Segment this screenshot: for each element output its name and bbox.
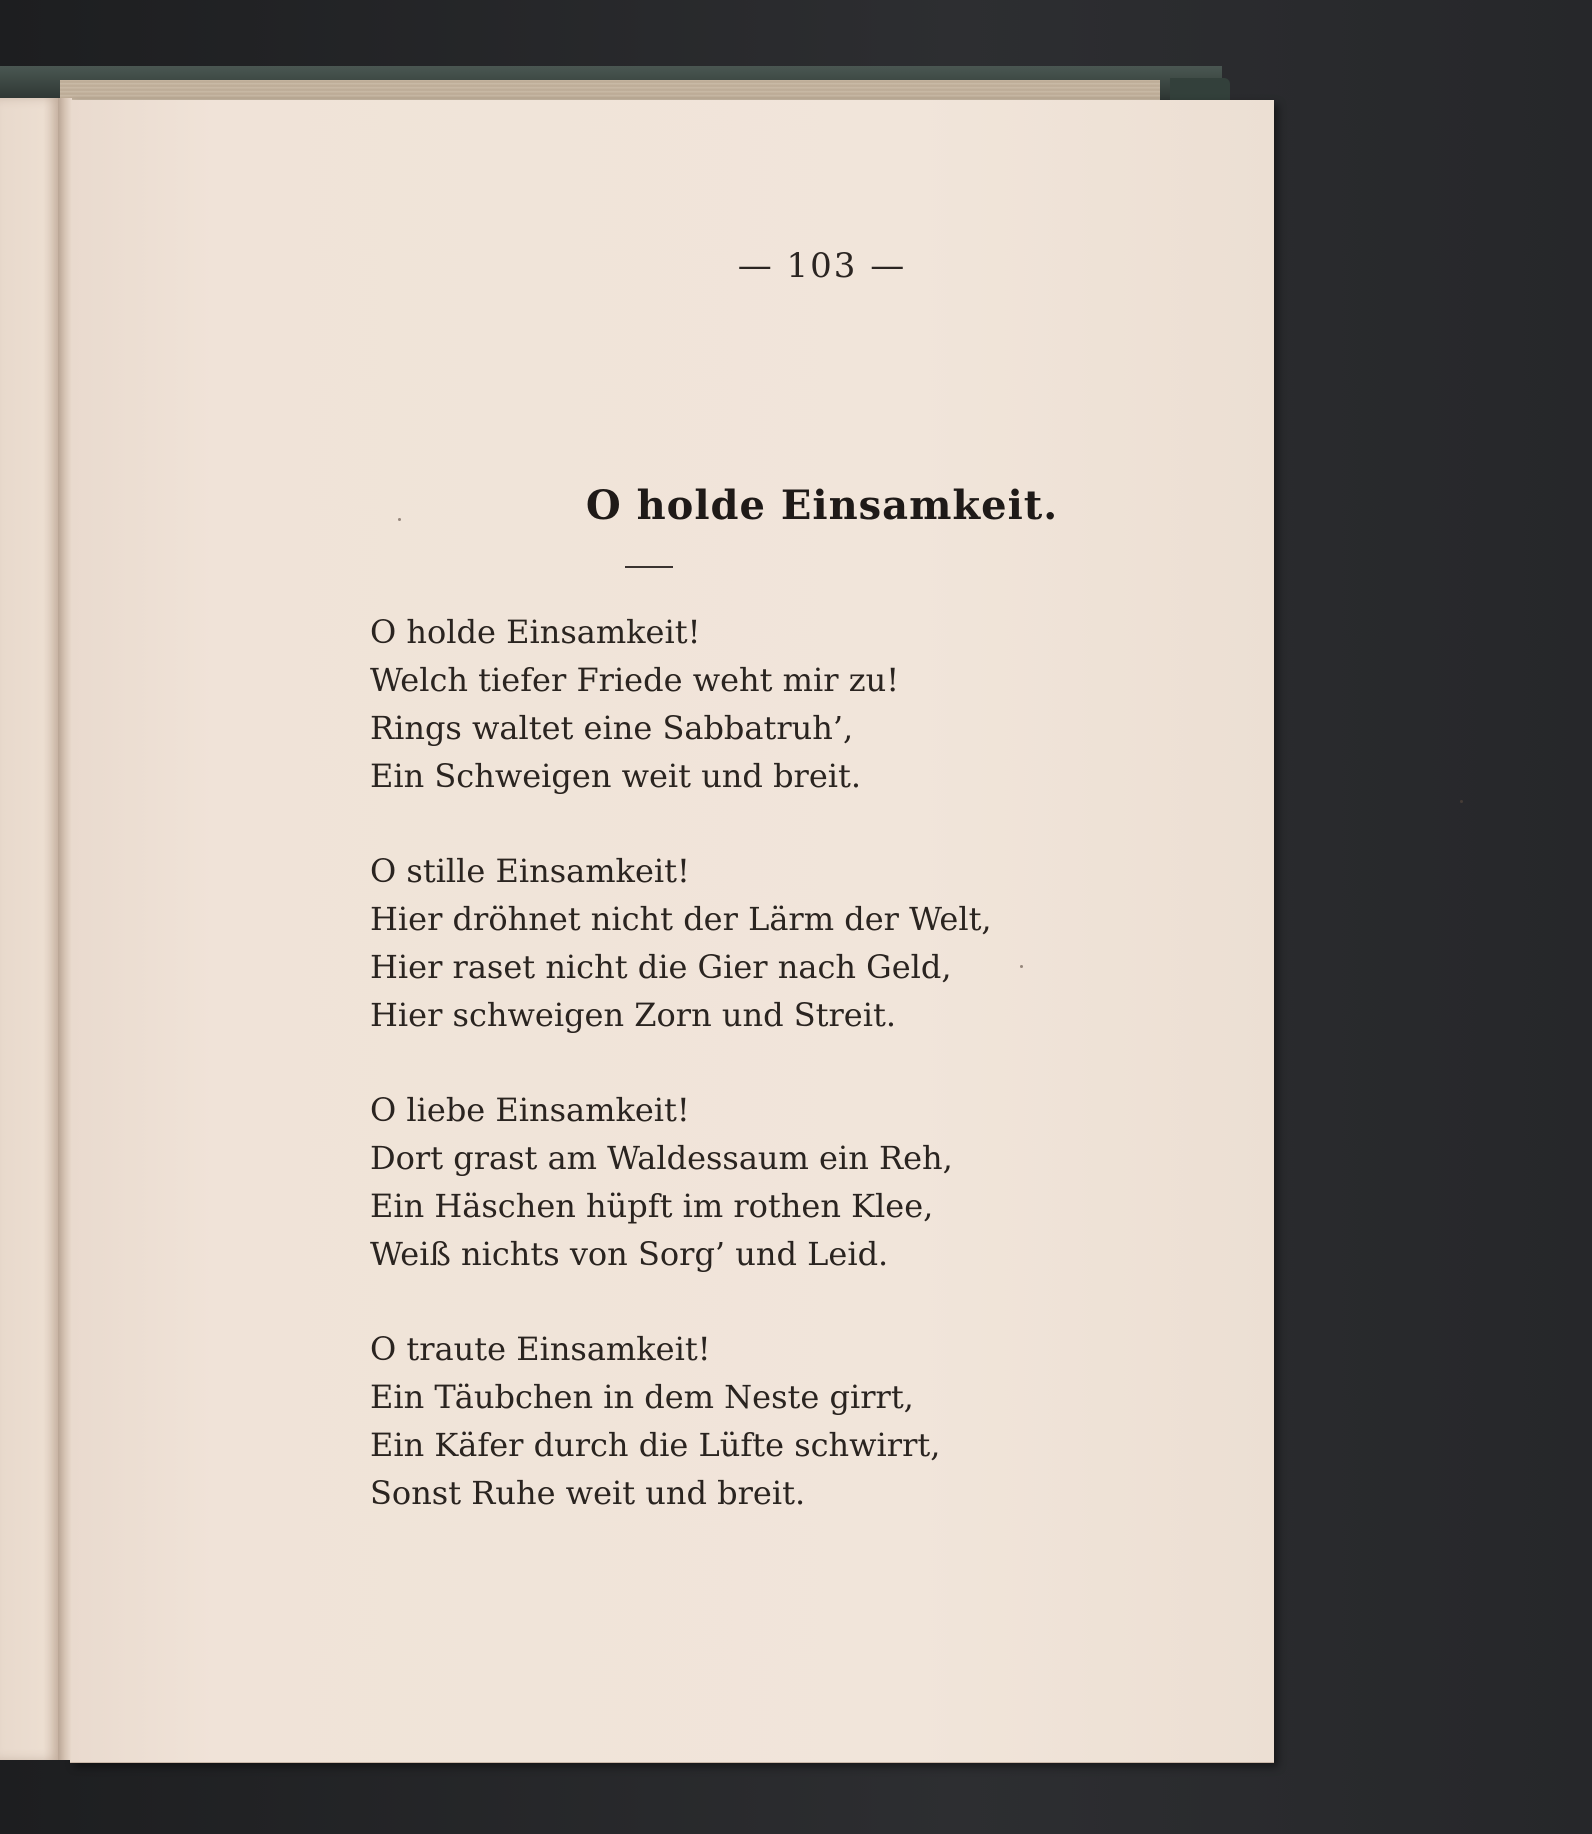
verse-line: Dort grast am Waldessaum ein Reh, bbox=[370, 1139, 953, 1177]
verse-line: Ein Schweigen weit und breit. bbox=[370, 757, 862, 795]
stanza-2 bbox=[370, 847, 1010, 1039]
verse-line: Sonst Ruhe weit und breit. bbox=[370, 1474, 806, 1512]
stanza-4 bbox=[370, 1325, 1010, 1517]
verse-line: Ein Käfer durch die Lüfte schwirrt, bbox=[370, 1426, 941, 1464]
verse-line: O traute Einsamkeit! bbox=[370, 1330, 711, 1368]
verse-line: Welch tiefer Friede weht mir zu! bbox=[370, 661, 900, 699]
verse-line: O holde Einsamkeit! bbox=[370, 613, 701, 651]
verse-line: O stille Einsamkeit! bbox=[370, 852, 690, 890]
verse-line: Weiß nichts von Sorg’ und Leid. bbox=[370, 1235, 889, 1273]
page-block-edges bbox=[60, 80, 1160, 102]
poem-title: O holde Einsamkeit. bbox=[585, 482, 1059, 529]
title-divider bbox=[625, 566, 673, 568]
book-gutter bbox=[58, 98, 72, 1760]
verse-line: O liebe Einsamkeit! bbox=[370, 1091, 690, 1129]
verse-line: Hier dröhnet nicht der Lärm der Welt, bbox=[370, 900, 992, 938]
verse-line: Hier schweigen Zorn und Streit. bbox=[370, 996, 896, 1034]
page-number: — 103 — bbox=[737, 246, 907, 286]
verse-line: Hier raset nicht die Gier nach Geld, bbox=[370, 948, 952, 986]
paper-speck bbox=[1020, 965, 1023, 968]
stanza-1 bbox=[370, 608, 1010, 800]
facing-left-page bbox=[0, 98, 62, 1760]
verse-line: Rings waltet eine Sabbatruh’, bbox=[370, 709, 854, 747]
verse-line: Ein Täubchen in dem Neste girrt, bbox=[370, 1378, 914, 1416]
stanza-3 bbox=[370, 1086, 1010, 1278]
paper-speck bbox=[1460, 800, 1463, 803]
poem-body bbox=[370, 608, 1010, 1564]
verse-line: Ein Häschen hüpft im rothen Klee, bbox=[370, 1187, 934, 1225]
